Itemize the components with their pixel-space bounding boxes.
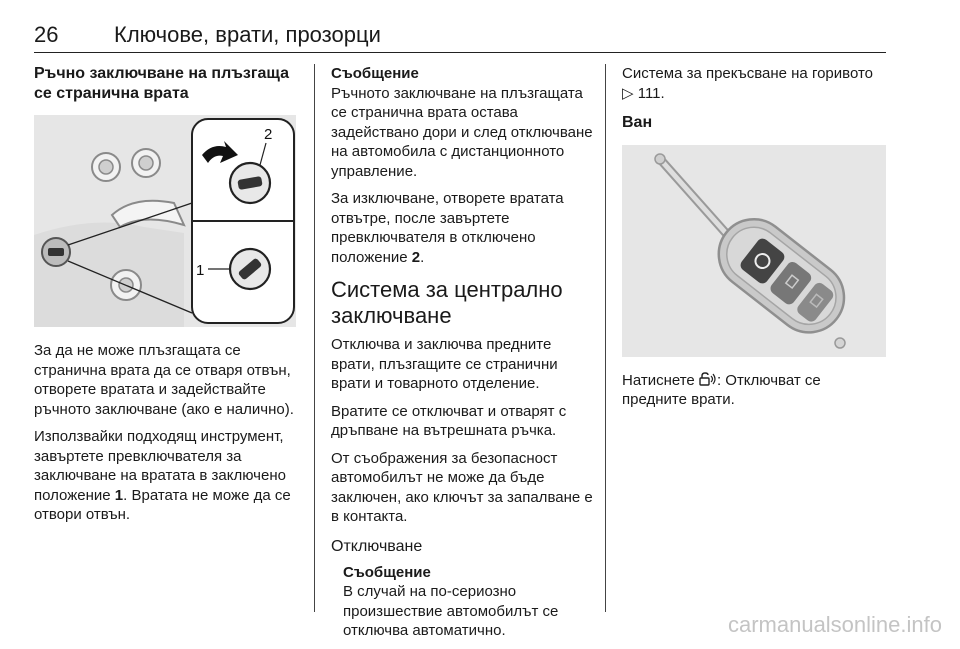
note-text: В случай на по-сериозно произшествие автомобилът се отключва автоматично. [343,583,559,639]
text: : Отключват се предните врати. [622,371,821,408]
text: Използвайки подходящ инструмент, завъртете превключвателя за заключване на вратата в заключено положение [34,428,286,504]
note-title: Съобщение [331,65,419,82]
key-fob-illustration [622,145,886,357]
door-lock-illustration [34,115,296,327]
column-divider [605,64,606,612]
subsection-title: Отключване [331,537,423,555]
column-1 [34,64,296,533]
paragraph: За да не може плъзгащата се странична врата да се отваря отвън, отворете вратата и задействайте ръчното заключване (ако е налично). [34,342,294,418]
text: Система за прекъсване на горивото [622,65,874,82]
note-title: Съобщение [343,563,431,581]
watermark: carmanualsonline.info [727,612,942,637]
position-2: 2 [411,248,421,266]
text: . [420,248,425,266]
page-reference-icon: ▷ [622,84,634,102]
unlock-icon [699,372,717,389]
figure-label-2: 2 [264,126,273,143]
text: 111. [633,84,665,102]
paragraph [622,371,886,410]
text: За изключване, отворете вратата отвътре, после завъртете превключвателя в отключено положение [331,190,564,266]
page-title: Ключове, врати, прозорци [114,22,381,47]
section-title: Система за централно заключване [331,277,563,328]
column-3 [622,64,886,418]
paragraph: Отключва и заключва предните врати, плъзгащите се странични врати и товарното отделение. [331,336,558,392]
paragraph: Вратите се отключват и отварят с дръпване на вътрешната ръчка. [331,402,567,439]
column-2 [331,64,593,649]
page-number: 26 [34,22,59,47]
paragraph [331,189,593,267]
text: . [123,486,128,504]
paragraph: От съображения за безопасност автомобилът не може да бъде заключен, ако ключът за запалване е в контакта. [331,449,593,525]
text: Натиснете [622,371,699,389]
text: Вратата не може да се отвори отвън. [34,486,291,523]
position-1: 1 [114,486,124,504]
figure-label-1: 1 [196,262,205,279]
note-text: Ръчното заключване на плъзгащата се странична врата остава задействано дори и след отключване на автомобила с дистанционното управление. [331,84,593,180]
page-header [34,18,886,53]
note-block [331,563,593,641]
paragraph [34,427,296,525]
column-divider [314,64,315,612]
subsection-title: Ван [622,114,653,131]
paragraph [622,64,886,103]
section-heading: Ръчно заключване на плъзгаща се странична врата [34,65,289,102]
